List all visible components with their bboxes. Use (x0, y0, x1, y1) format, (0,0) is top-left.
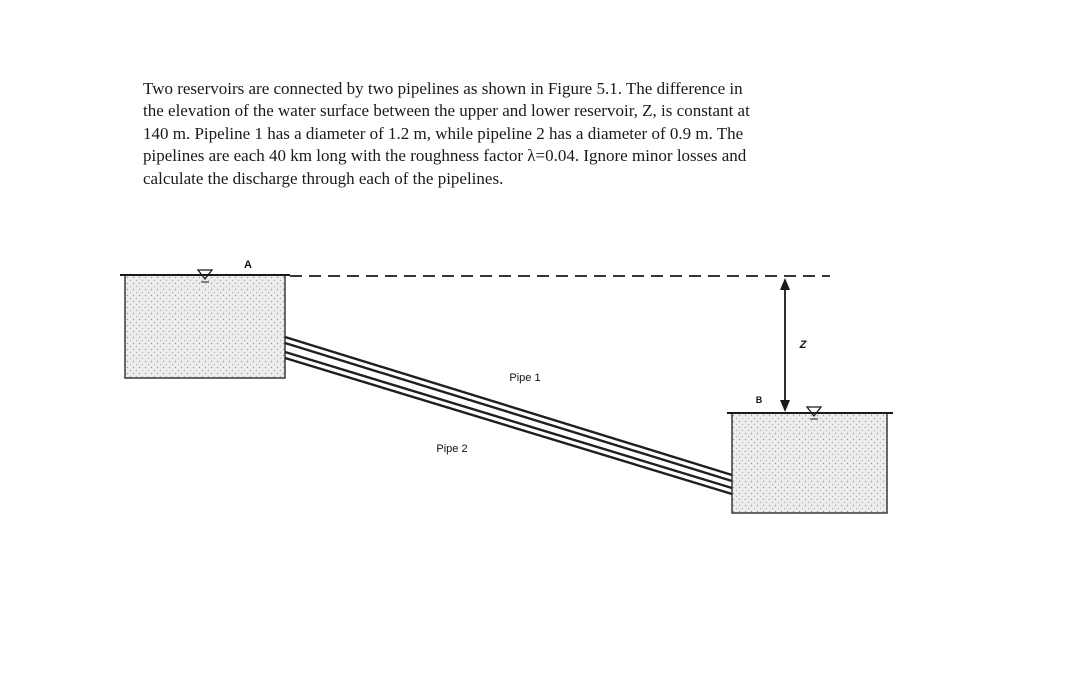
pipe-2-label: Pipe 2 (436, 443, 468, 455)
lower-reservoir (727, 395, 893, 513)
upper-reservoir (120, 259, 290, 378)
problem-line-4: pipelines are each 40 km long with the roughness factor λ=0.04. Ignore minor losses and (143, 146, 747, 166)
problem-line-5: calculate the discharge through each of the pipelines. (143, 168, 504, 188)
z-dimension-arrow (780, 278, 790, 412)
upper-reservoir-label: A (244, 259, 252, 271)
problem-line-2: the elevation of the water surface between the upper and lower reservoir, Z, is constant at (143, 101, 750, 121)
lower-reservoir-water (732, 413, 887, 513)
z-label: Z (799, 339, 807, 351)
pipe-1 (285, 337, 732, 481)
problem-line-1: Two reservoirs are connected by two pipelines as shown in Figure 5.1. The difference in (143, 79, 743, 98)
lower-reservoir-label: B (755, 395, 763, 405)
arrow-up-icon (780, 278, 790, 290)
arrow-down-icon (780, 400, 790, 412)
upper-reservoir-water (125, 275, 285, 378)
problem-line-3: 140 m. Pipeline 1 has a diameter of 1.2 m, while pipeline 2 has a diameter of 0.9 m. The (143, 123, 744, 143)
pipe-1-label: Pipe 1 (509, 372, 541, 384)
